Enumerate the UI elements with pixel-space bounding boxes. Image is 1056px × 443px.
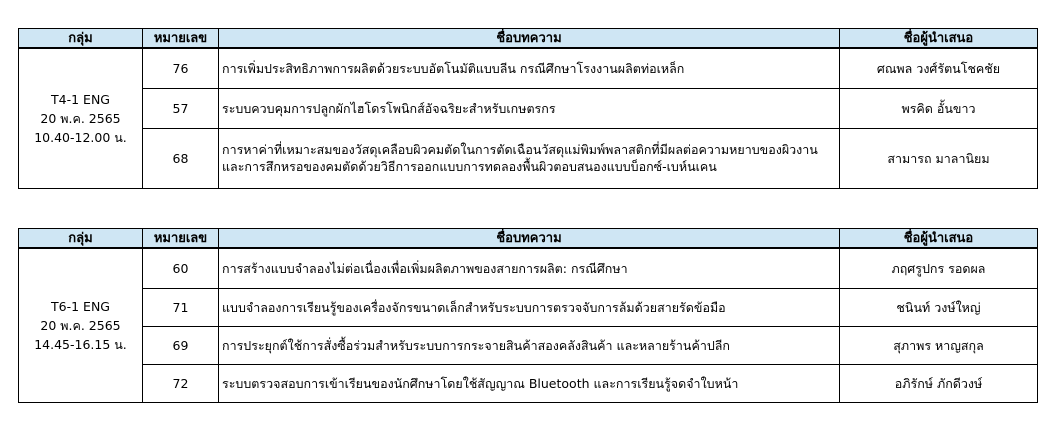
- table-row: [19, 128, 1038, 188]
- paper-title: การเพิ่มประสิทธิภาพการผลิตด้วยระบบอัตโนมัติแบบลีน กรณีศึกษาโรงงานผลิตท่อเหล็ก: [219, 48, 840, 88]
- paper-title: การสร้างแบบจำลองไม่ต่อเนื่องเพื่อเพิ่มผลิตภาพของสายการผลิต: กรณีศึกษา: [219, 248, 840, 288]
- group-code: T4-1 ENG: [51, 91, 110, 107]
- paper-title: ระบบตรวจสอบการเข้าเรียนของนักศึกษาโดยใช้สัญญาณ Bluetooth และการเรียนรู้จดจำใบหน้า: [219, 364, 840, 402]
- presenter-name: ภฤศรูปกร รอดผล: [840, 248, 1038, 288]
- group-code: T6-1 ENG: [51, 298, 110, 314]
- group-cell: [19, 248, 143, 402]
- table-row: [19, 48, 1038, 88]
- table-row: [19, 248, 1038, 288]
- table-row: [19, 326, 1038, 364]
- header-title: ชื่อบทความ: [219, 29, 840, 49]
- presenter-name: อภิรักษ์ ภักดีวงษ์: [840, 364, 1038, 402]
- schedule-table-session-1: [18, 28, 1038, 189]
- paper-title: แบบจำลองการเรียนรู้ของเครื่องจักรขนาดเล็กสำหรับระบบการตรวจจับการล้มด้วยสายรัดข้อมือ: [219, 288, 840, 326]
- header-number: หมายเลข: [143, 229, 219, 249]
- paper-title: การประยุกต์ใช้การสั่งซื้อร่วมสำหรับระบบการกระจายสินค้าสองคลังสินค้า และหลายร้านค้าปลีก: [219, 326, 840, 364]
- table-header-row: [19, 229, 1038, 249]
- table-row: [19, 288, 1038, 326]
- table-header-row: [19, 29, 1038, 49]
- presenter-name: สามารถ มาลานิยม: [840, 128, 1038, 188]
- paper-number: 69: [143, 326, 219, 364]
- paper-number: 71: [143, 288, 219, 326]
- paper-number: 68: [143, 128, 219, 188]
- presenter-name: สุภาพร หาญสกุล: [840, 326, 1038, 364]
- table-row: [19, 88, 1038, 128]
- paper-title: การหาค่าที่เหมาะสมของวัสดุเคลือบผิวคมตัดในการตัดเฉือนวัสดุแม่พิมพ์พลาสติกที่มีผลต่อความหยาบของผิวงานและการสึกหรอของคมตัดด้วยวิธีการออกแบบการทดลองพื้นผิวตอบสนองแบบบ็อกซ์-เบห์นเคน: [219, 128, 840, 188]
- group-time: 14.45-16.15 น.: [34, 336, 127, 352]
- paper-title: ระบบควบคุมการปลูกผักไฮโดรโพนิกส์อัจฉริยะสำหรับเกษตรกร: [219, 88, 840, 128]
- paper-number: 60: [143, 248, 219, 288]
- header-group: กลุ่ม: [19, 29, 143, 49]
- header-presenter: ชื่อผู้นำเสนอ: [840, 229, 1038, 249]
- header-presenter: ชื่อผู้นำเสนอ: [840, 29, 1038, 49]
- paper-number: 76: [143, 48, 219, 88]
- presenter-name: พรคิด อั้นขาว: [840, 88, 1038, 128]
- group-date: 20 พ.ค. 2565: [40, 317, 121, 333]
- group-cell: [19, 48, 143, 188]
- presenter-name: ศณพล วงศ์รัตนโชคชัย: [840, 48, 1038, 88]
- group-date: 20 พ.ค. 2565: [40, 110, 121, 126]
- schedule-table-session-2: [18, 228, 1038, 403]
- paper-number: 57: [143, 88, 219, 128]
- presenter-name: ชนินท์ วงษ์ใหญ่: [840, 288, 1038, 326]
- group-time: 10.40-12.00 น.: [34, 129, 127, 145]
- paper-number: 72: [143, 364, 219, 402]
- table-row: [19, 364, 1038, 402]
- header-group: กลุ่ม: [19, 229, 143, 249]
- header-title: ชื่อบทความ: [219, 229, 840, 249]
- header-number: หมายเลข: [143, 29, 219, 49]
